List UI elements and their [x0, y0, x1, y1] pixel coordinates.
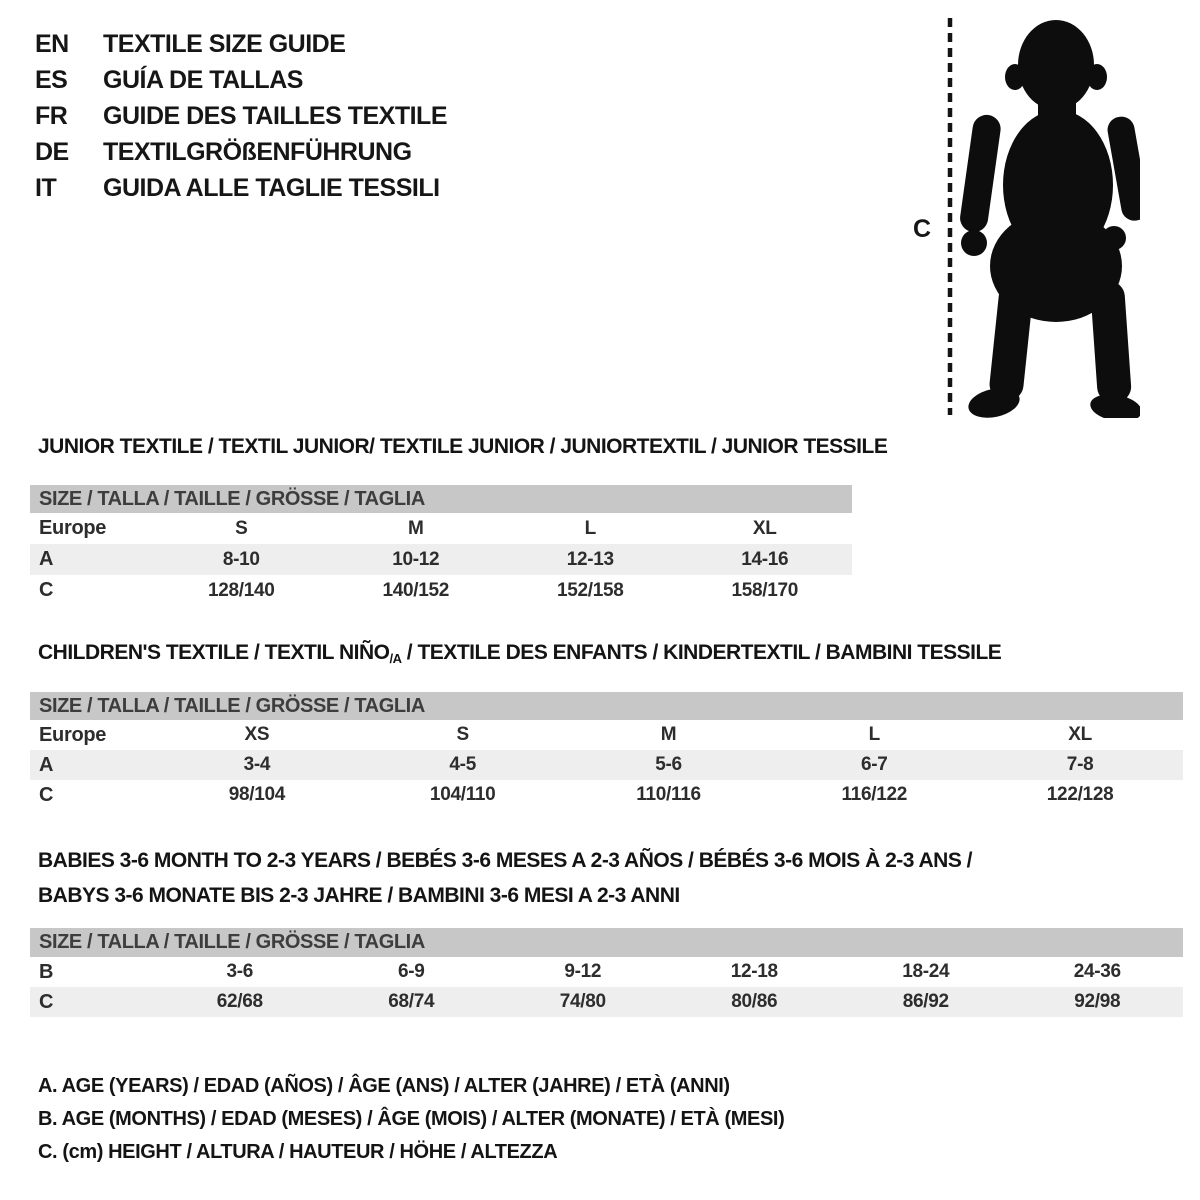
age-cell: 18-24	[902, 961, 950, 982]
children-size-table	[30, 692, 1183, 810]
table-row-europe	[30, 720, 1183, 750]
guide-title: GUÍA DE TALLAS	[103, 66, 303, 94]
toddler-silhouette-figure	[944, 13, 1140, 418]
size-cell: S	[235, 517, 248, 539]
size-cell: XL	[752, 517, 777, 539]
age-cell: 8-10	[222, 548, 260, 570]
language-code: ES	[35, 66, 68, 94]
children-title-text: / TEXTILE DES ENFANTS / KINDERTEXTIL / BAMBINI TESSILE	[401, 641, 1002, 664]
language-code: EN	[35, 30, 69, 58]
size-cell: M	[407, 517, 424, 539]
height-cell: 68/74	[388, 991, 435, 1012]
toddler-silhouette	[958, 20, 1140, 418]
age-cell: 12-13	[566, 548, 614, 570]
guide-title: TEXTILE SIZE GUIDE	[103, 30, 346, 58]
row-label: Europe	[39, 723, 107, 746]
size-cell: S	[456, 724, 469, 745]
row-label: C	[39, 990, 54, 1013]
table-row-height	[30, 575, 852, 606]
babies-section-title	[38, 843, 972, 913]
height-cell: 122/128	[1046, 784, 1114, 805]
age-cell: 6-9	[397, 961, 425, 982]
size-header-label: SIZE / TALLA / TAILLE / GRÖSSE / TAGLIA	[39, 694, 425, 717]
children-title-subscript: /A	[389, 651, 402, 666]
footnote-age-years: A. AGE (YEARS) / EDAD (AÑOS) / ÂGE (ANS) / ALTER (JAHRE) / ETÀ (ANNI)	[38, 1075, 730, 1097]
height-cell: 152/158	[556, 579, 624, 601]
language-row	[35, 134, 447, 170]
language-code: DE	[35, 138, 69, 166]
row-label: A	[39, 753, 54, 776]
footnote-legend	[38, 1070, 784, 1169]
age-cell: 10-12	[392, 548, 440, 570]
height-cell: 92/98	[1074, 991, 1121, 1012]
size-cell: L	[584, 517, 596, 539]
children-section-title	[38, 641, 1001, 665]
babies-title-line-2: BABYS 3-6 MONATE BIS 2-3 JAHRE / BAMBINI 3-6 MESI A 2-3 ANNI	[38, 884, 680, 907]
babies-size-table	[30, 928, 1183, 1017]
table-row-height	[30, 987, 1183, 1017]
height-cell: 110/116	[636, 784, 701, 805]
height-cell: 140/152	[382, 579, 450, 601]
row-label: Europe	[39, 517, 107, 539]
height-cell: 74/80	[559, 991, 606, 1012]
age-cell: 3-4	[243, 754, 271, 775]
age-cell: 3-6	[226, 961, 254, 982]
table-row-age	[30, 544, 852, 575]
row-label: A	[39, 548, 54, 570]
language-title-list	[35, 26, 447, 206]
language-code: IT	[35, 174, 57, 202]
size-cell: L	[868, 724, 880, 745]
size-cell: XL	[1068, 724, 1092, 745]
table-row-age	[30, 750, 1183, 780]
size-header-label: SIZE / TALLA / TAILLE / GRÖSSE / TAGLIA	[39, 931, 425, 953]
height-cell: 104/110	[429, 784, 496, 805]
age-cell: 4-5	[449, 754, 476, 775]
size-header-bar	[30, 692, 1183, 720]
age-cell: 24-36	[1073, 961, 1121, 982]
age-cell: 12-18	[730, 961, 778, 982]
height-cell: 98/104	[228, 784, 286, 805]
row-label: C	[39, 579, 54, 601]
footnote-age-months: B. AGE (MONTHS) / EDAD (MESES) / ÂGE (MOIS) / ALTER (MONATE) / ETÀ (MESI)	[38, 1108, 785, 1130]
guide-title: GUIDA ALLE TAGLIE TESSILI	[103, 174, 440, 202]
table-row-europe	[30, 513, 852, 544]
height-measure-label: C	[913, 215, 932, 243]
height-cell: 158/170	[731, 579, 799, 601]
guide-title: TEXTILGRÖßENFÜHRUNG	[103, 138, 412, 166]
size-header-label: SIZE / TALLA / TAILLE / GRÖSSE / TAGLIA	[39, 487, 425, 510]
language-row	[35, 62, 447, 98]
junior-section-title: JUNIOR TEXTILE / TEXTIL JUNIOR/ TEXTILE JUNIOR / JUNIORTEXTIL / JUNIOR TESSILE	[38, 435, 888, 458]
age-cell: 6-7	[861, 754, 888, 775]
language-row	[35, 98, 447, 134]
height-cell: 128/140	[207, 579, 275, 601]
size-header-bar	[30, 485, 852, 513]
height-cell: 86/92	[902, 991, 949, 1012]
size-cell: M	[660, 724, 677, 745]
babies-title-line-1: BABIES 3-6 MONTH TO 2-3 YEARS / BEBÉS 3-6 MESES A 2-3 AÑOS / BÉBÉS 3-6 MOIS À 2-3 ANS /	[38, 849, 973, 872]
size-cell: XS	[244, 724, 270, 745]
height-cell: 62/68	[216, 991, 263, 1012]
age-cell: 9-12	[564, 961, 602, 982]
junior-size-table	[30, 485, 852, 606]
row-label: B	[39, 960, 54, 983]
language-code: FR	[35, 102, 68, 130]
children-title-text: CHILDREN'S TEXTILE / TEXTIL NIÑO	[38, 641, 390, 664]
row-label: C	[39, 783, 54, 806]
language-row	[35, 170, 447, 206]
age-cell: 7-8	[1066, 754, 1094, 775]
language-row	[35, 26, 447, 62]
table-row-height	[30, 780, 1183, 810]
height-cell: 116/122	[841, 784, 908, 805]
footnote-height-cm: C. (cm) HEIGHT / ALTURA / HAUTEUR / HÖHE / ALTEZZA	[38, 1141, 558, 1163]
height-cell: 80/86	[731, 991, 778, 1012]
guide-title: GUIDE DES TAILLES TEXTILE	[103, 102, 448, 130]
age-cell: 14-16	[741, 548, 789, 570]
table-row-age-months	[30, 957, 1183, 987]
age-cell: 5-6	[655, 754, 682, 775]
size-header-bar	[30, 928, 1183, 957]
